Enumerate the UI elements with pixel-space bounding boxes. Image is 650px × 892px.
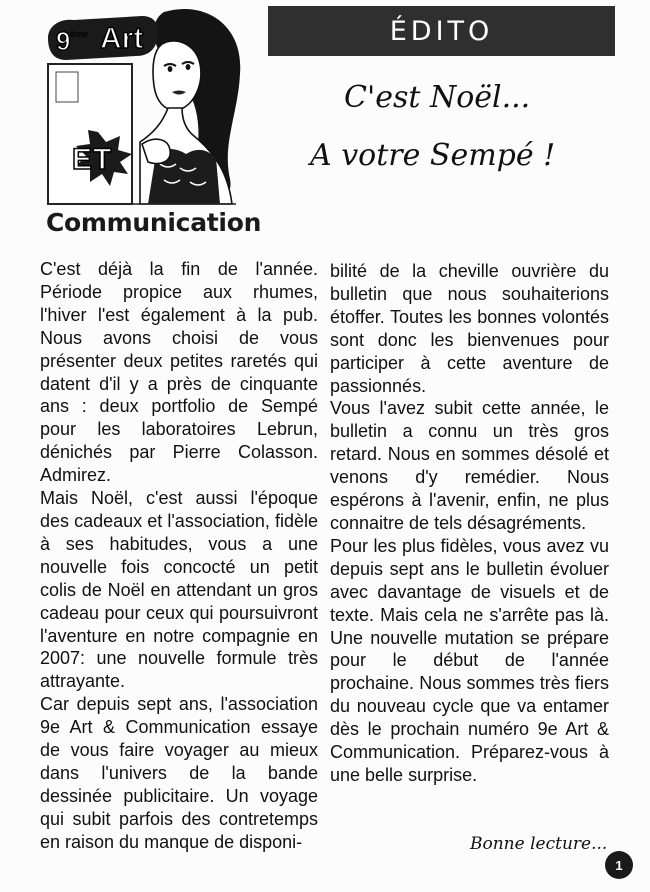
section-label: ÉDITO: [389, 15, 494, 47]
paragraph: Car depuis sept ans, l'association 9e Art & Communication essaye de vous faire voyager au mieux dans l'univers de la bande dessinée publicitaire. Un voyage qui subit parfois des contretemps en raison du manque de disponi-: [40, 694, 318, 852]
logo-art: Art: [100, 22, 144, 55]
paragraph: bilité de la cheville ouvrière du bulletin que nous souhaiterions étoffer. Toutes les bonnes volontés sont donc les bienvenues pour participer à cette aventure de passionnés.: [330, 261, 609, 396]
section-header-bar: [268, 6, 615, 56]
title-line-1: C'est Noël...: [344, 80, 531, 115]
logo-et: ET: [72, 143, 113, 176]
paragraph: Vous l'avez subit cette année, le bulletin a connu un très gros retard. Nous en sommes désolé et venons d'y remédier. Nous espérons à l'avenir, enfin, ne plus connaitre de tels désagréments.: [330, 398, 609, 533]
title-line-2: A votre Sempé !: [310, 138, 556, 173]
paragraph: Mais Noël, c'est aussi l'époque des cadeaux et l'association, fidèle à ses habitudes, vous a une nouvelle fois concocté un petit colis de Noël en attendant un gros cadeau pour ceux qui poursuivront l'aventure en notre compagnie en 2007: une nouvelle formule très attrayante.: [40, 488, 318, 692]
article-column-left: [40, 258, 318, 854]
logo-eme: ème: [70, 29, 89, 39]
page-number: 1: [605, 851, 633, 879]
article-column-right: [330, 260, 609, 787]
woman-illustration: [44, 4, 256, 240]
logo: [44, 4, 262, 240]
paragraph: Pour les plus fidèles, vous avez vu depuis sept ans le bulletin évoluer avec davantage de visuels et de texte. Mais cela ne s'arrête pas là. Une nouvelle mutation se prépare pour le début de l'année prochaine. Nous sommes très fiers du nouveau cycle que va entamer dès le prochain numéro 9e Art & Communication. Préparez-vous à une belle surprise.: [330, 535, 609, 785]
logo-nine: 9: [56, 26, 71, 56]
signoff: Bonne lecture...: [470, 834, 608, 854]
paragraph: C'est déjà la fin de l'année. Période propice aux rhumes, l'hiver l'est également à la pub. Nous avons choisi de vous présenter deux petites raretés qui datent d'il y a près de cinquante ans : deux portfolio de Sempé pour les laboratoires Lebrun, dénichés par Pierre Colasson. Admirez.: [40, 259, 318, 486]
logo-communication: Communication: [46, 208, 262, 237]
